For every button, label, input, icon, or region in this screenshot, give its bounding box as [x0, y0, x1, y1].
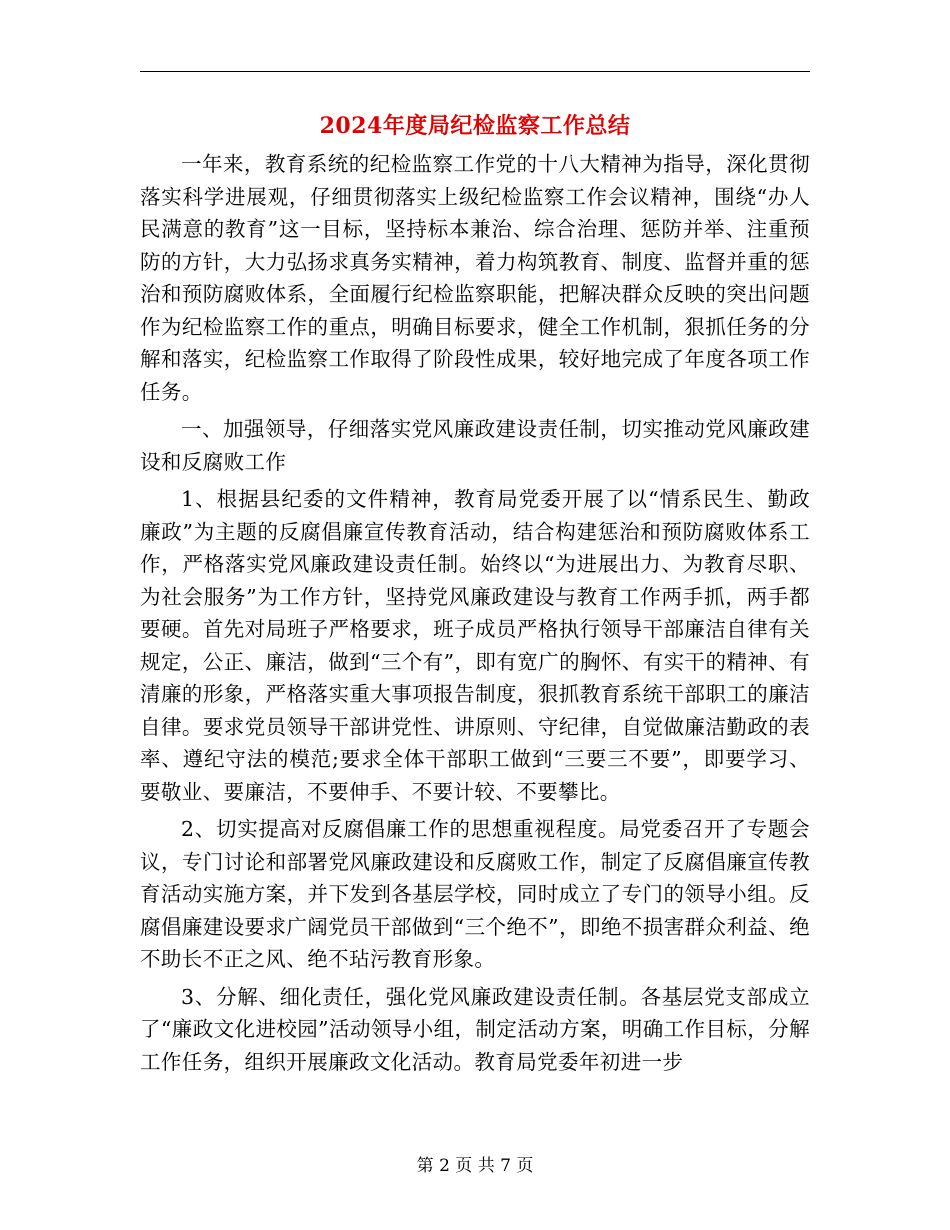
header-rule: [140, 71, 810, 72]
document-body: [140, 148, 810, 1083]
paragraph-section-heading: 一、加强领导，仔细落实党风廉政建设责任制，切实推动党风廉政建设和反腐败工作: [140, 417, 810, 474]
paragraph-item-2: 2、切实提高对反腐倡廉工作的思想重视程度。局党委召开了专题会议，专门讨论和部署党风廉政建设和反腐败工作，制定了反腐倡廉宣传教育活动实施方案，并下发到各基层学校，同时成立了专门的领导小组。反腐倡廉建设要求广阔党员干部做到“三个绝不”，即绝不损害群众利益、绝不助长不正之风、绝不玷污教育形象。: [140, 817, 810, 971]
page-footer: 第 2 页 共 7 页: [416, 1156, 534, 1176]
paragraph-item-1: 1、根据县纪委的文件精神，教育局党委开展了以“情系民生、勤政廉政”为主题的反腐倡廉宣传教育活动，结合构建惩治和预防腐败体系工作，严格落实党风廉政建设责任制。始终以“为进展出力、为教育尽职、为社会服务”为工作方针，坚持党风廉政建设与教育工作两手抓，两手都要硬。首先对局班子严格要求，班子成员严格执行领导干部廉洁自律有关规定，公正、廉洁，做到“三个有”，即有宽广的胸怀、有实干的精神、有清廉的形象，严格落实重大事项报告制度，狠抓教育系统干部职工的廉洁自律。要求党员领导干部讲党性、讲原则、守纪律，自觉做廉洁勤政的表率、遵纪守法的模范;要求全体干部职工做到“三要三不要”，即要学习、要敬业、要廉洁，不要伸手、不要计较、不要攀比。: [140, 487, 810, 804]
document-title: 2024年度局纪检监察工作总结: [319, 113, 631, 139]
paragraph-item-3: 3、分解、细化责任，强化党风廉政建设责任制。各基层党支部成立了“廉政文化进校园”活动领导小组，制定活动方案，明确工作目标，分解工作任务，组织开展廉政文化活动。教育局党委年初进一步: [140, 984, 810, 1074]
paragraph-intro: 一年来，教育系统的纪检监察工作党的十八大精神为指导，深化贯彻落实科学进展观，仔细贯彻落实上级纪检监察工作会议精神，围绕“办人民满意的教育”这一目标，坚持标本兼治、综合治理、惩防并举、注重预防的方针，大力弘扬求真务实精神，着力构筑教育、制度、监督并重的惩治和预防腐败体系，全面履行纪检监察职能，把解决群众反映的突出问题作为纪检监察工作的重点，明确目标要求，健全工作机制，狠抓任务的分解和落实，纪检监察工作取得了阶段性成果，较好地完成了年度各项工作任务。: [140, 152, 810, 404]
